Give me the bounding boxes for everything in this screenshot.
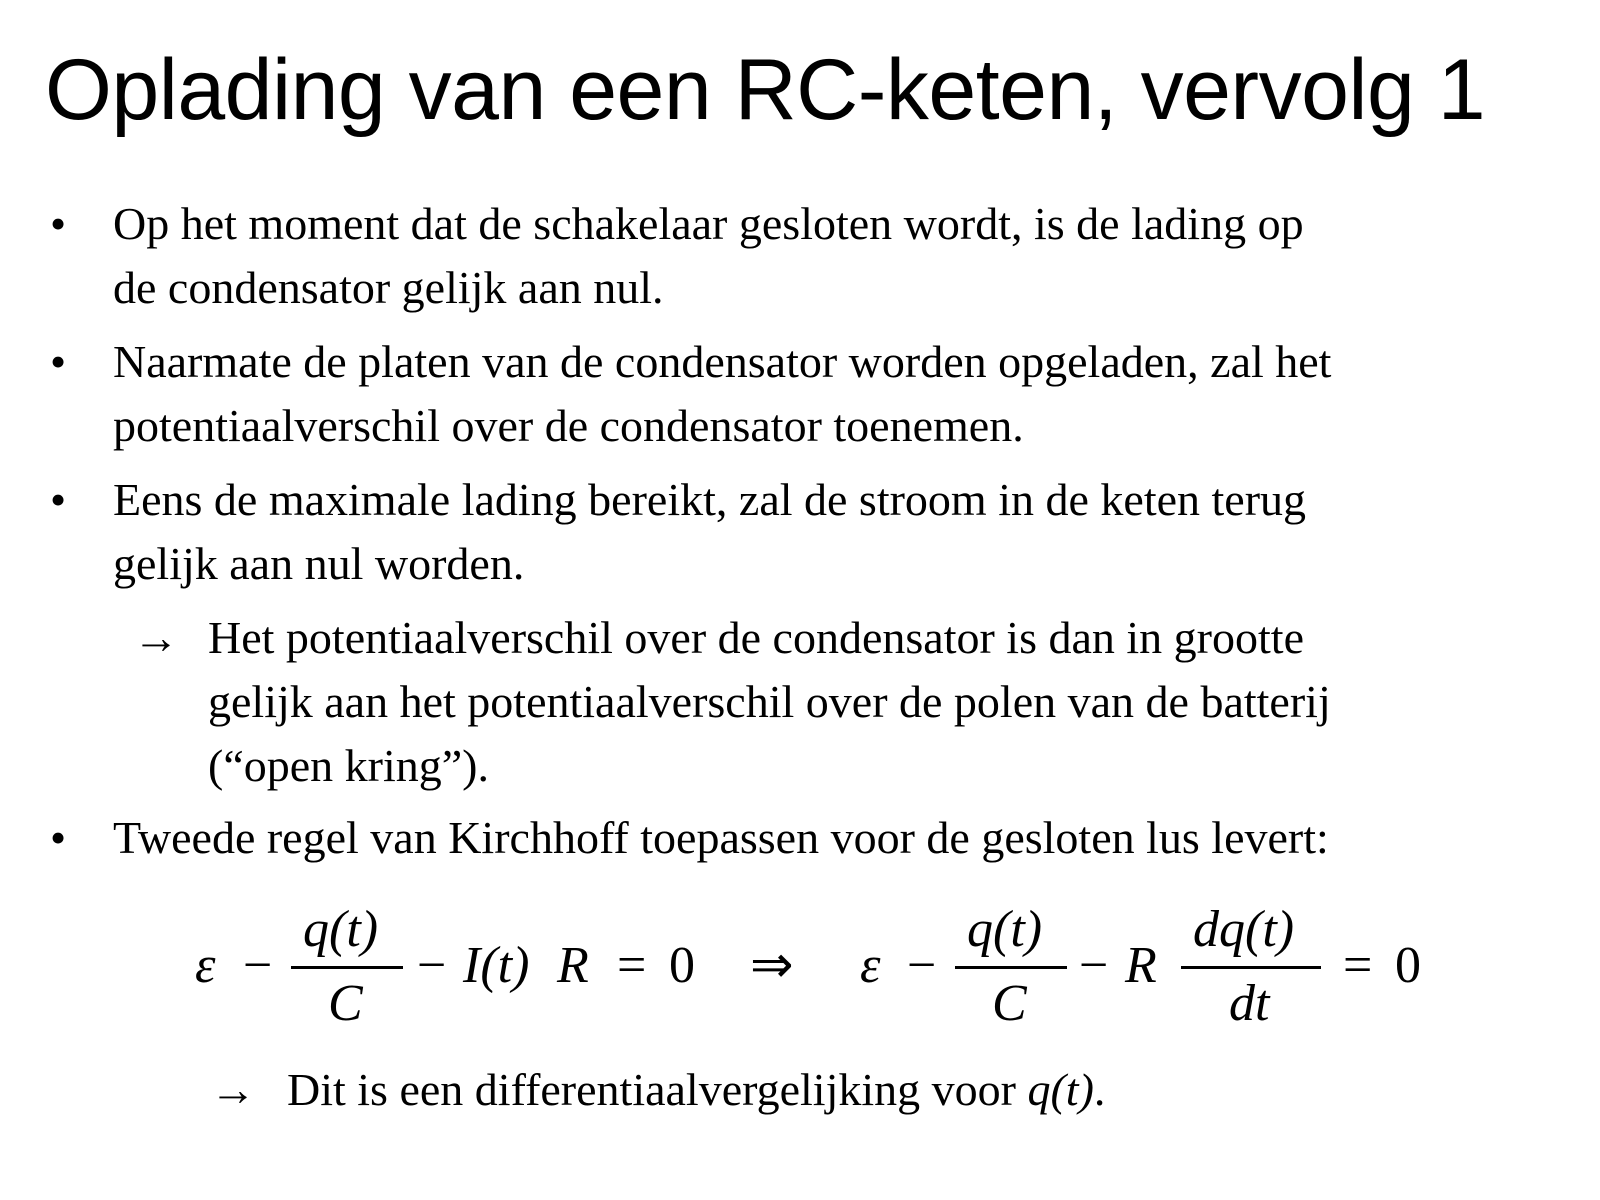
equals-sign: = — [1343, 937, 1373, 994]
note-variable: q(t) — [1027, 1064, 1094, 1115]
emf-symbol: ε — [860, 937, 881, 994]
sub-bullet-text — [208, 606, 1568, 798]
fraction-bar — [291, 966, 403, 969]
arrow-icon: → — [210, 1064, 256, 1115]
minus-sign: − — [417, 937, 447, 994]
zero: 0 — [1395, 937, 1421, 994]
sub-bullet-line-1: Het potentiaalverschil over de condensator is dan in grootte — [208, 612, 1304, 663]
bullet-marker: • — [50, 198, 67, 249]
fraction-numerator-q: q(t) — [967, 901, 1043, 958]
current-term: I(t) — [463, 937, 530, 994]
fraction-denominator-c: C — [328, 975, 363, 1032]
bullet-3-line-1: Eens de maximale lading bereikt, zal de stroom in de keten terug — [113, 474, 1307, 525]
bullet-3-line-2: gelijk aan nul worden. — [113, 538, 525, 589]
bullet-marker: • — [50, 474, 67, 525]
differential-equation-note — [287, 1058, 1105, 1122]
fraction-bar — [955, 966, 1067, 969]
bullet-2-line-2: potentiaalverschil over de condensator toenemen. — [113, 400, 1024, 451]
fraction-numerator-q: q(t) — [303, 901, 379, 958]
derivative-numerator: dq(t) — [1193, 901, 1295, 958]
bullet-1-text — [113, 192, 1553, 320]
derivative-denominator: dt — [1229, 975, 1270, 1032]
implies-arrow: ⇒ — [750, 937, 794, 994]
bullet-2-line-1: Naarmate de platen van de condensator worden opgeladen, zal het — [113, 336, 1332, 387]
sub-bullet-line-2: gelijk aan het potentiaalverschil over de polen van de batterij — [208, 676, 1331, 727]
fraction-bar — [1181, 966, 1321, 969]
equals-sign: = — [617, 937, 647, 994]
minus-sign: − — [1079, 937, 1109, 994]
resistance-symbol: R — [557, 937, 589, 994]
minus-sign: − — [243, 937, 273, 994]
resistance-symbol: R — [1125, 937, 1157, 994]
emf-symbol: ε — [195, 937, 216, 994]
bullet-2-text — [113, 330, 1553, 458]
bullet-1-line-2: de condensator gelijk aan nul. — [113, 262, 664, 313]
bullet-marker: • — [50, 812, 67, 863]
slide-title: Oplading van een RC-keten, vervolg 1 — [45, 42, 1486, 138]
zero: 0 — [669, 937, 695, 994]
bullet-marker: • — [50, 336, 67, 387]
arrow-icon: → — [133, 612, 179, 663]
fraction-denominator-c: C — [992, 975, 1027, 1032]
sub-bullet-line-3: (“open kring”). — [208, 740, 489, 791]
note-text: Dit is een differentiaalvergelijking voor — [287, 1064, 1028, 1115]
bullet-1-line-1: Op het moment dat de schakelaar gesloten wordt, is de lading op — [113, 198, 1304, 249]
bullet-4-text: Tweede regel van Kirchhoff toepassen voor de gesloten lus levert: — [113, 812, 1329, 863]
bullet-3-text — [113, 468, 1553, 596]
kirchhoff-equation — [195, 896, 1495, 1046]
minus-sign: − — [907, 937, 937, 994]
note-end: . — [1093, 1064, 1106, 1115]
